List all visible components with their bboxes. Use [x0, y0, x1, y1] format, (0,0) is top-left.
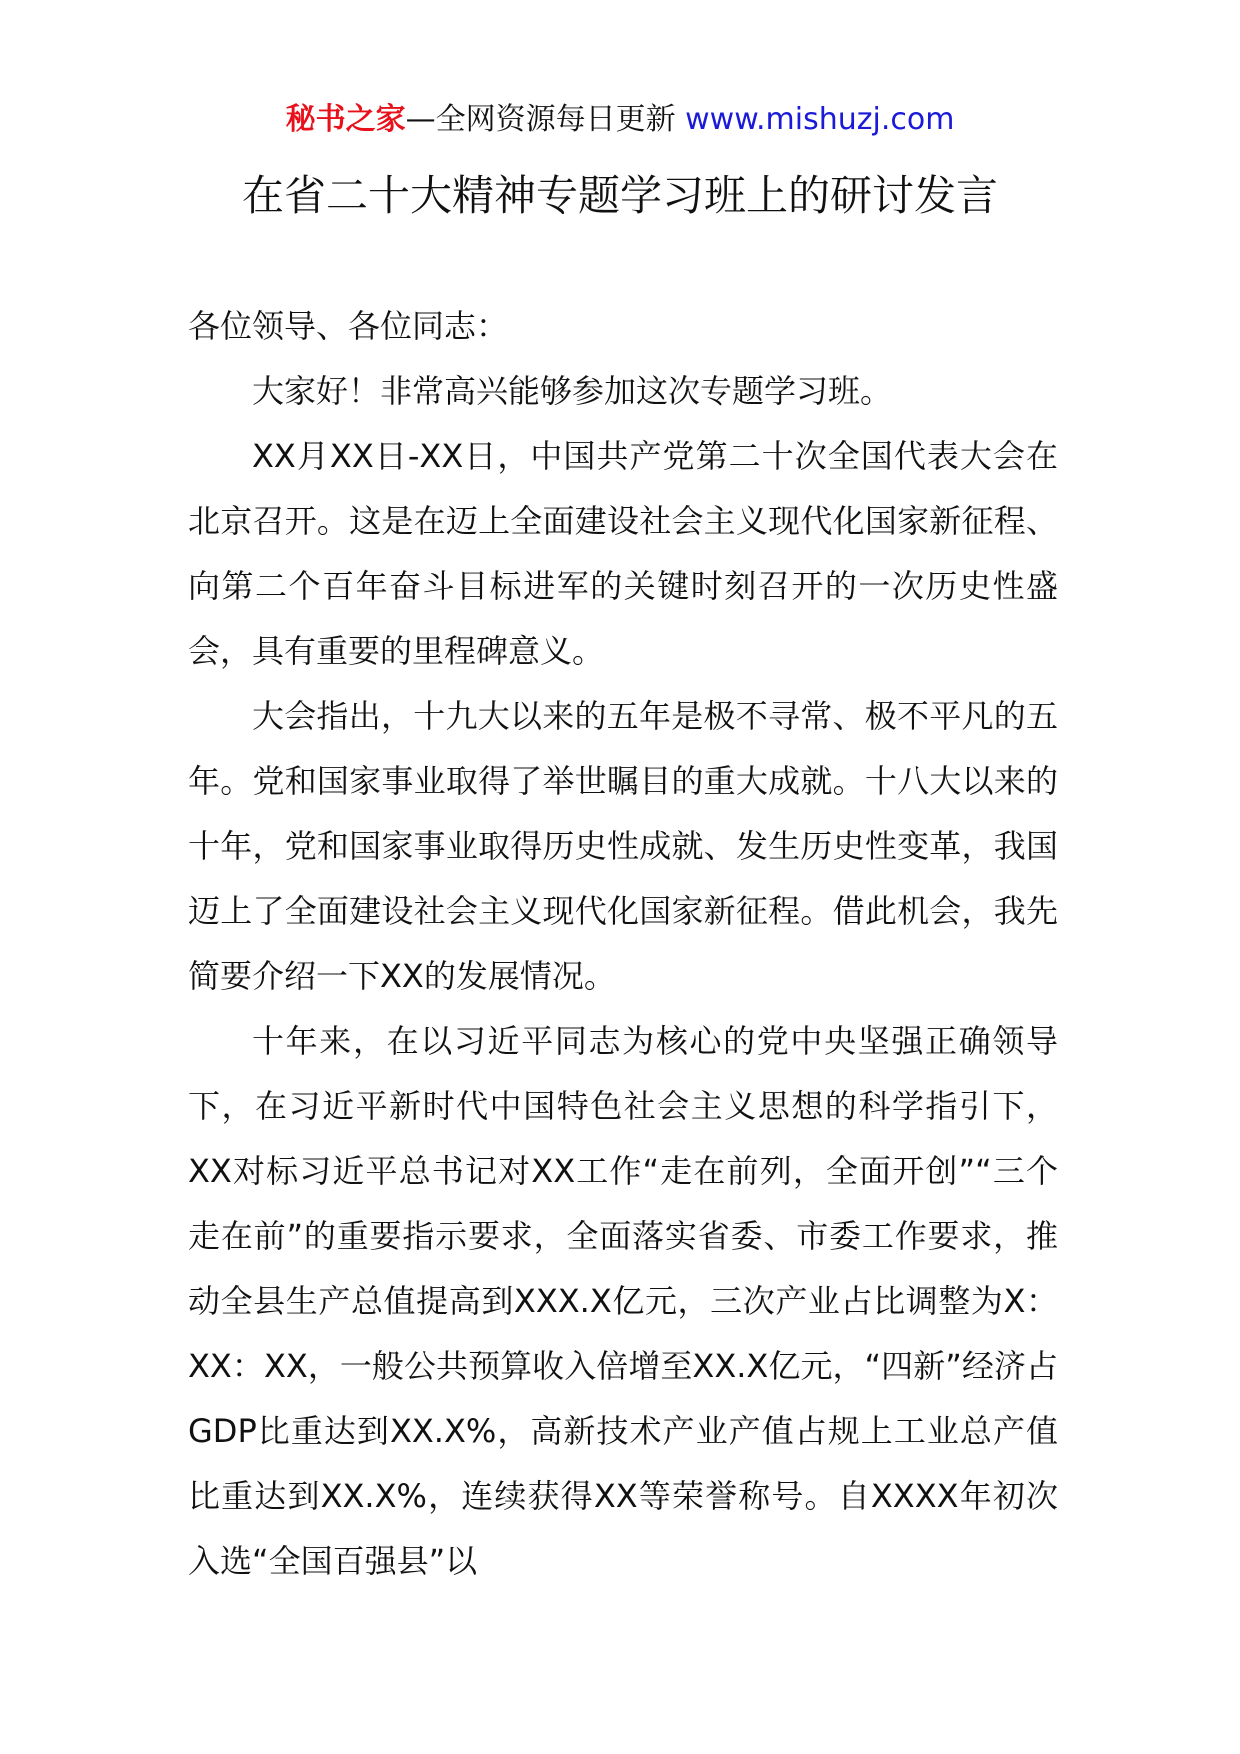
- site-url-link[interactable]: www.mishuzj.com: [685, 102, 955, 137]
- paragraph: 大家好！非常高兴能够参加这次专题学习班。: [252, 372, 893, 410]
- paragraph: XX月XX日-XX日，中国共产党第二十次全国代表大会在北京召开。这是在迈上全面建设社会主义现代化国家新征程、向第二个百年奋斗目标进军的关键时刻召开的一次历史性盛会，具有重要的里程碑意义。: [188, 437, 1058, 670]
- site-brand: 秘书之家: [285, 102, 406, 137]
- site-header: [0, 100, 1240, 140]
- document-body: [188, 294, 1058, 1594]
- paragraph: 十年来，在以习近平同志为核心的党中央坚强正确领导下，在习近平新时代中国特色社会主义思想的科学指引下，XX对标习近平总书记对XX工作“走在前列，全面开创”“三个走在前”的重要指示要求，全面落实省委、市委工作要求，推动全县生产总值提高到XXX.X亿元，三次产业占比调整为X：XX：XX，一般公共预算收入倍增至XX.X亿元，“四新”经济占GDP比重达到XX.X%，高新技术产业产值占规上工业总产值比重达到XX.X%，连续获得XX等荣誉称号。自XXXX年初次入选“全国百强县”以: [188, 1022, 1058, 1580]
- paragraph: 大会指出，十九大以来的五年是极不寻常、极不平凡的五年。党和国家事业取得了举世瞩目的重大成就。十八大以来的十年，党和国家事业取得历史性成就、发生历史性变革，我国迈上了全面建设社会主义现代化国家新征程。借此机会，我先简要介绍一下XX的发展情况。: [188, 697, 1058, 995]
- salutation: 各位领导、各位同志：: [188, 307, 509, 345]
- site-tagline: —全网资源每日更新: [405, 102, 676, 137]
- document-title: 在省二十大精神专题学习班上的研讨发言: [241, 171, 998, 220]
